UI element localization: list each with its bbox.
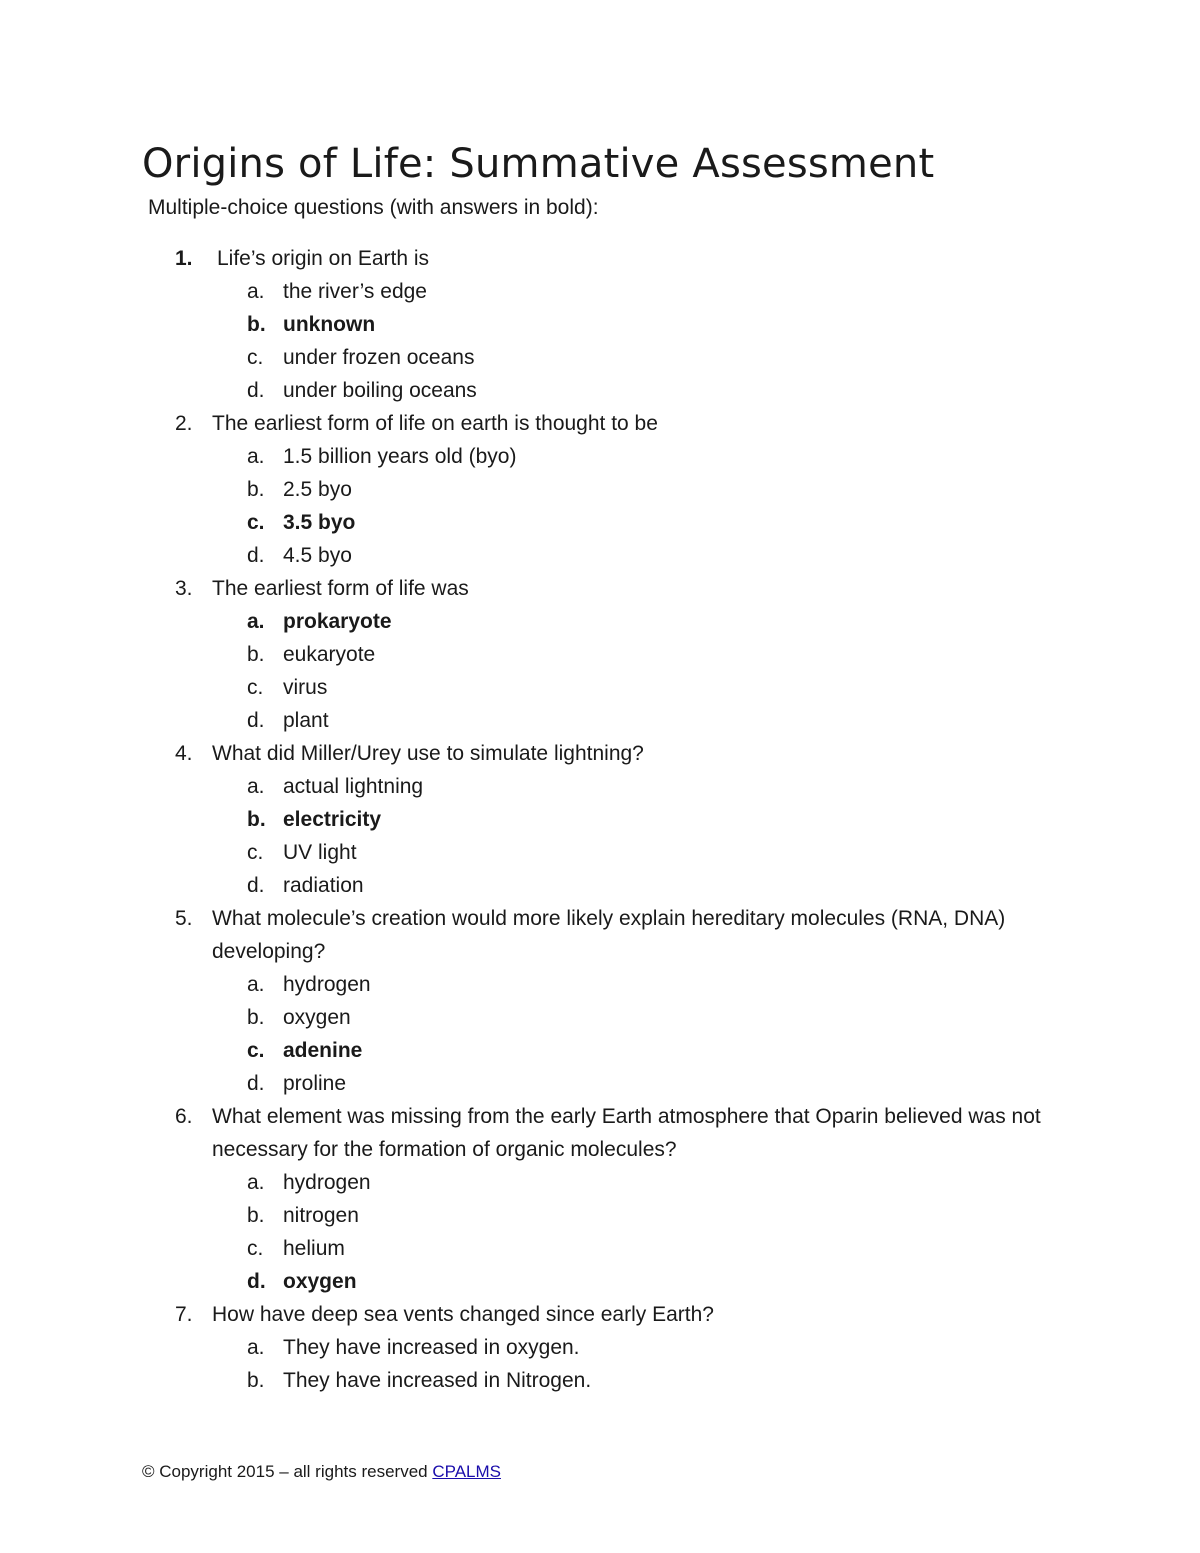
choice-letter: b. [247, 478, 265, 501]
choice-letter: b. [247, 643, 265, 666]
choice [0, 704, 1200, 737]
choice-letter: a. [247, 610, 265, 633]
choice-letter: d. [247, 709, 265, 732]
choice [0, 836, 1200, 869]
choice-text: proline [283, 1072, 347, 1095]
choice-letter: b. [247, 1204, 265, 1227]
choice [0, 638, 1200, 671]
choice [0, 671, 1200, 704]
question-text: What element was missing from the early Earth atmosphere that Oparin believed was not necessary for the formation of organic molecules? [212, 1105, 1041, 1161]
choice-letter: c. [247, 1237, 264, 1260]
choice-letter: a. [247, 280, 265, 303]
question-2 [0, 407, 1200, 572]
choice-text: UV light [283, 841, 357, 864]
choice-list [0, 1331, 1200, 1397]
choice-text: 2.5 byo [283, 478, 352, 501]
choice [0, 440, 1200, 473]
choice [0, 275, 1200, 308]
question-number: 1. [175, 247, 193, 270]
question-number: 5. [175, 907, 193, 930]
choice-correct [0, 308, 1200, 341]
choice-text: 3.5 byo [283, 511, 356, 534]
choice-text: helium [283, 1237, 345, 1260]
choice [0, 1364, 1200, 1397]
choice [0, 1199, 1200, 1232]
subtitle: Multiple-choice questions (with answers in bold): [148, 196, 599, 219]
choice [0, 1067, 1200, 1100]
choice-letter: c. [247, 1039, 265, 1062]
choice-text: plant [283, 709, 329, 732]
choice-letter: d. [247, 874, 265, 897]
choice-letter: d. [247, 379, 265, 402]
choice-correct [0, 803, 1200, 836]
choice-letter: b. [247, 808, 266, 831]
choice [0, 770, 1200, 803]
choice-text: prokaryote [283, 610, 392, 633]
choice-list [0, 770, 1200, 902]
choice-list [0, 275, 1200, 407]
choice [0, 473, 1200, 506]
question-text: The earliest form of life on earth is thought to be [212, 412, 658, 435]
choice-list [0, 1166, 1200, 1298]
choice [0, 968, 1200, 1001]
question-number: 6. [175, 1105, 193, 1128]
choice-letter: c. [247, 841, 264, 864]
choice-letter: a. [247, 445, 265, 468]
choice-correct [0, 605, 1200, 638]
question-3 [0, 572, 1200, 737]
page-title: Origins of Life: Summative Assessment [142, 141, 935, 187]
question-text: What did Miller/Urey use to simulate lightning? [212, 742, 644, 765]
choice-letter: d. [247, 544, 265, 567]
choice-text: oxygen [283, 1006, 351, 1029]
choice-text: adenine [283, 1039, 363, 1062]
choice-letter: b. [247, 1006, 265, 1029]
cpalms-link[interactable]: CPALMS [432, 1462, 501, 1481]
choice [0, 374, 1200, 407]
choice [0, 1331, 1200, 1364]
choice [0, 1001, 1200, 1034]
choice-letter: a. [247, 1336, 265, 1359]
footer-copyright [142, 1460, 501, 1484]
choice-letter: d. [247, 1072, 265, 1095]
choice-list [0, 440, 1200, 572]
question-number: 4. [175, 742, 193, 765]
choice-text: hydrogen [283, 973, 371, 996]
choice-correct [0, 1034, 1200, 1067]
question-text: What molecule’s creation would more likely explain hereditary molecules (RNA, DNA) developing? [212, 907, 1006, 963]
choice [0, 539, 1200, 572]
choice-text: unknown [283, 313, 376, 336]
choice-letter: b. [247, 1369, 265, 1392]
question-text: How have deep sea vents changed since early Earth? [212, 1303, 714, 1326]
choice-letter: c. [247, 511, 265, 534]
choice-correct [0, 506, 1200, 539]
choice-letter: b. [247, 313, 266, 336]
choice-text: 1.5 billion years old (byo) [283, 445, 517, 468]
choice-letter: c. [247, 346, 264, 369]
question-4 [0, 737, 1200, 902]
choice-text: eukaryote [283, 643, 376, 666]
choice-letter: a. [247, 973, 265, 996]
copyright-text: © Copyright 2015 – all rights reserved [142, 1462, 433, 1481]
choice-text: actual lightning [283, 775, 424, 798]
choice [0, 869, 1200, 902]
question-5 [0, 902, 1200, 1100]
choice [0, 341, 1200, 374]
choice-list [0, 605, 1200, 737]
choice-letter: d. [247, 1270, 266, 1293]
choice-text: nitrogen [283, 1204, 359, 1227]
choice-text: under frozen oceans [283, 346, 475, 369]
choice-text: electricity [283, 808, 382, 831]
question-text: Life’s origin on Earth is [217, 247, 430, 270]
question-number: 3. [175, 577, 193, 600]
choice-text: hydrogen [283, 1171, 371, 1194]
choice-letter: a. [247, 775, 265, 798]
choice-text: They have increased in oxygen. [283, 1336, 580, 1359]
choice-letter: a. [247, 1171, 265, 1194]
question-number: 7. [175, 1303, 193, 1326]
question-list [0, 242, 1200, 1397]
choice [0, 1166, 1200, 1199]
choice-text: virus [283, 676, 328, 699]
choice-text: the river’s edge [283, 280, 427, 303]
choice-letter: c. [247, 676, 264, 699]
choice [0, 1232, 1200, 1265]
choice-text: oxygen [283, 1270, 357, 1293]
question-number: 2. [175, 412, 193, 435]
choice-text: 4.5 byo [283, 544, 352, 567]
choice-text: radiation [283, 874, 364, 897]
question-1 [0, 242, 1200, 407]
choice-text: under boiling oceans [283, 379, 477, 402]
choice-list [0, 968, 1200, 1100]
choice-correct [0, 1265, 1200, 1298]
question-7 [0, 1298, 1200, 1397]
question-text: The earliest form of life was [212, 577, 469, 600]
choice-text: They have increased in Nitrogen. [283, 1369, 592, 1392]
question-6 [0, 1100, 1200, 1298]
